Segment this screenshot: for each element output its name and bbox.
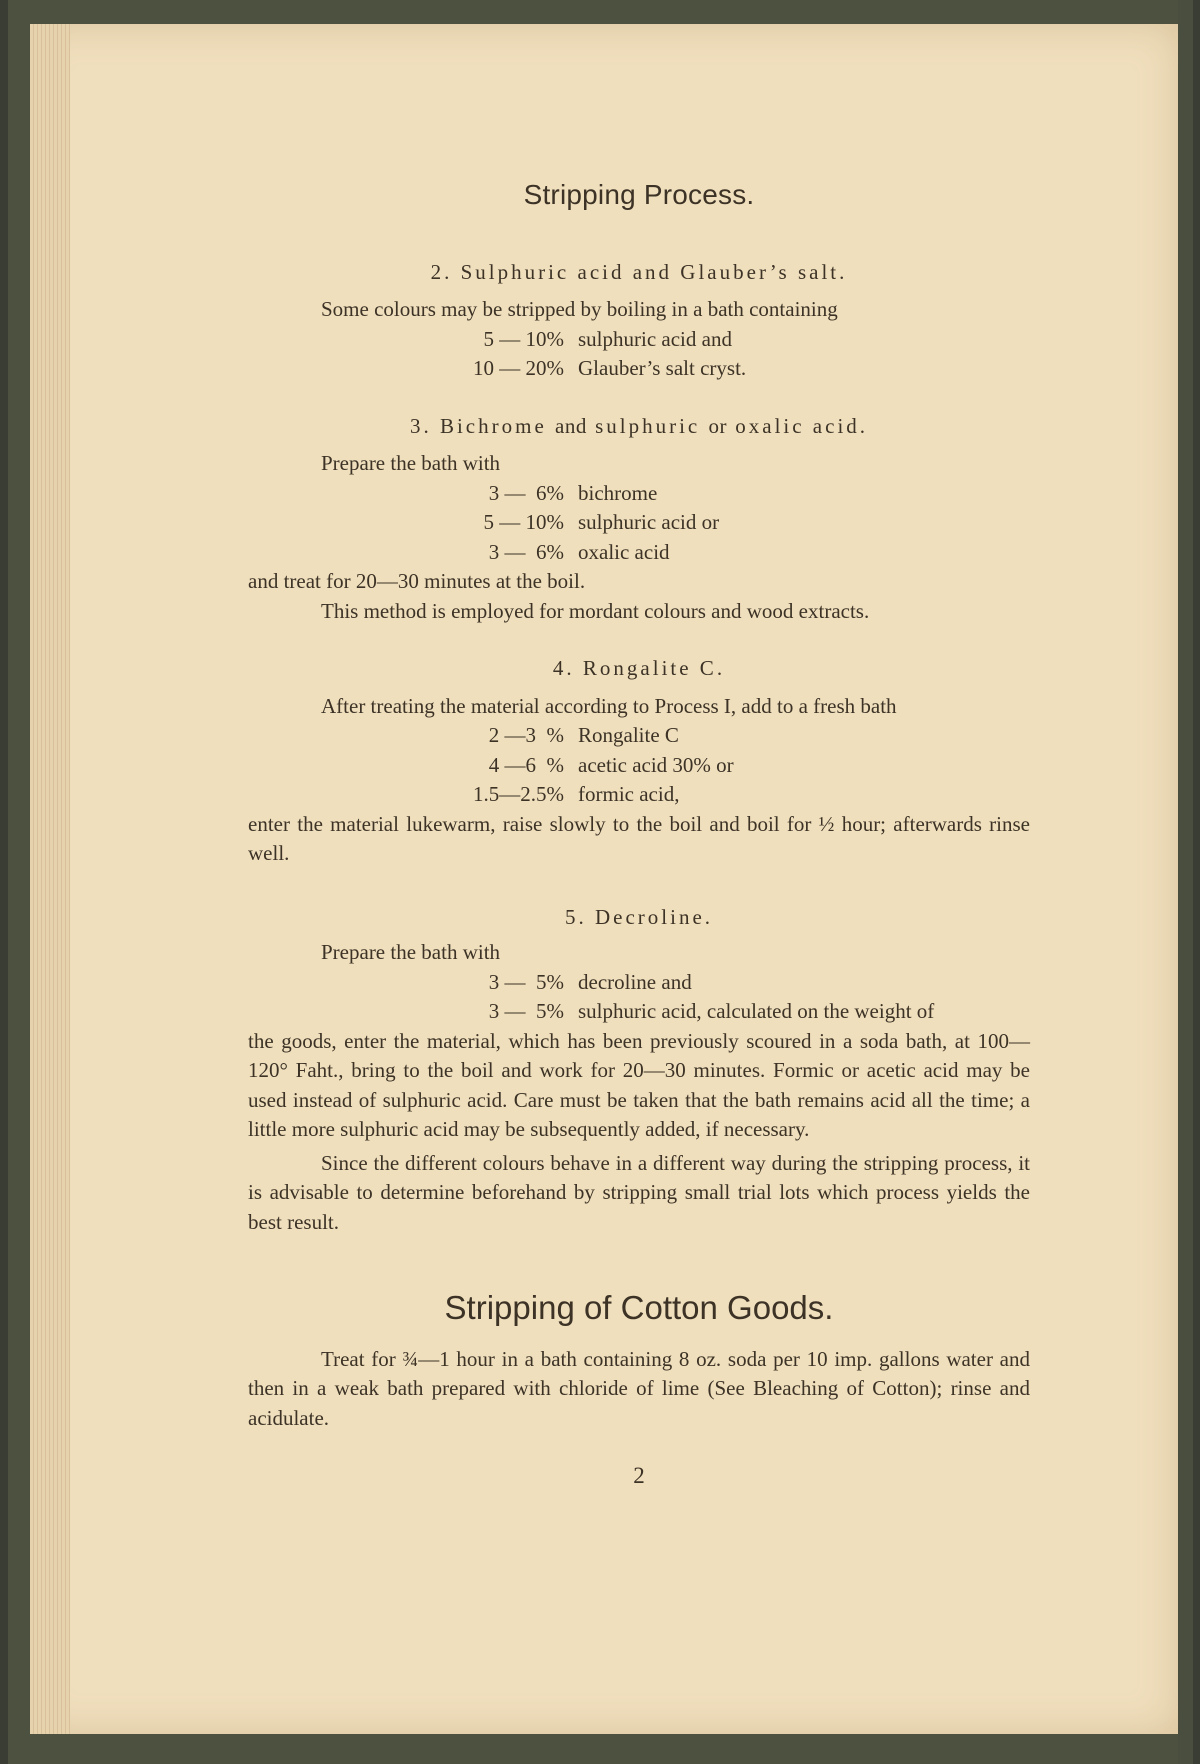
section-5-after: the goods, enter the material, which has been previously scoured in a soda bath, at 100—120° Faht., bring to the boil and work for 20—30 minutes. Formic or acetic acid may be used instead of sulphuric acid. Care must be taken that the bath remains acid all the time; a little more sulphuric acid may be subsequently added, if necessary.: [248, 1028, 1030, 1141]
page-number: 2: [633, 1463, 645, 1488]
section-3-intro: Prepare the bath with: [321, 451, 501, 475]
recipe-amount: 3 — 5%: [488, 969, 564, 994]
section-2-recipe: [248, 325, 1030, 384]
section-2-title: 2. Sulphuric acid and Glauber’s salt.: [430, 259, 848, 284]
recipe-desc: oxalic acid: [578, 539, 670, 564]
page-content: [248, 180, 1030, 1491]
recipe-row: [248, 997, 1030, 1027]
cotton-heading: Stripping of Cotton Goods.: [444, 1289, 834, 1326]
recipe-desc: sulphuric acid, calculated on the weight of: [578, 999, 935, 1023]
section-5-recipe: [248, 968, 1030, 1027]
recipe-desc: Glauber’s salt cryst.: [578, 356, 747, 380]
section-3-after: and treat for 20—30 minutes at the boil.: [248, 569, 586, 593]
recipe-row: [248, 751, 1030, 781]
recipe-row: [248, 354, 1030, 384]
page-edges: [30, 24, 70, 1734]
recipe-row: [248, 780, 1030, 810]
title-part: or: [708, 413, 727, 438]
recipe-row: [248, 721, 1030, 751]
section-3-recipe: [248, 479, 1030, 568]
section-3-note: This method is employed for mordant colours and wood extracts.: [321, 598, 870, 623]
recipe-amount: 4 —6 %: [488, 752, 564, 777]
recipe-row: [248, 538, 1030, 568]
section-2-intro: Some colours may be stripped by boiling in a bath containing: [321, 297, 838, 321]
recipe-desc: Rongalite C: [578, 723, 679, 747]
cover-edge: [1178, 0, 1193, 1764]
recipe-row: [248, 325, 1030, 355]
section-5-title: 5. Decroline.: [564, 904, 714, 929]
recipe-desc: sulphuric acid or: [578, 510, 720, 534]
section-3-title: [248, 412, 1030, 442]
recipe-desc: decroline and: [578, 969, 692, 994]
recipe-amount: 2 —3 %: [488, 723, 564, 747]
section-4-intro: After treating the material according to Process I, add to a fresh bath: [321, 693, 897, 718]
recipe-amount: 3 — 5%: [488, 999, 564, 1023]
section-4-recipe: [248, 721, 1030, 810]
title-part: and: [555, 413, 587, 438]
recipe-amount: 3 — 6%: [488, 539, 564, 564]
recipe-desc: bichrome: [578, 480, 658, 505]
section-5-intro: Prepare the bath with: [321, 940, 501, 964]
recipe-desc: acetic acid 30% or: [578, 752, 734, 777]
recipe-amount: 5 — 10%: [483, 326, 564, 351]
recipe-amount: 1.5—2.5%: [473, 782, 564, 806]
recipe-amount: 3 — 6%: [488, 480, 564, 505]
title-part: sulphuric: [595, 413, 701, 438]
recipe-desc: formic acid,: [578, 782, 680, 806]
recipe-row: [248, 968, 1030, 998]
recipe-amount: 5 — 10%: [483, 510, 564, 534]
section-5-note: Since the different colours behave in a different way during the stripping process, it is advisable to determine beforehand by stripping small trial lots which process yields the best result.: [248, 1150, 1030, 1234]
title-part: oxalic acid.: [735, 413, 869, 438]
page-heading: Stripping Process.: [523, 179, 755, 210]
recipe-amount: 10 — 20%: [473, 356, 564, 380]
cotton-text: Treat for ¾—1 hour in a bath containing 8 oz. soda per 10 imp. gallons water and then in a weak bath prepared with chloride of lime (See Bleaching of Cotton); rinse and acidulate.: [248, 1346, 1030, 1430]
section-4-after: enter the material lukewarm, raise slowly to the boil and boil for ½ hour; afterwards rinse well.: [248, 811, 1030, 865]
recipe-desc: sulphuric acid and: [578, 326, 732, 351]
recipe-row: [248, 508, 1030, 538]
title-part: 3. Bichrome: [409, 413, 547, 438]
section-4-title: 4. Rongalite C.: [552, 656, 726, 680]
recipe-row: [248, 479, 1030, 509]
